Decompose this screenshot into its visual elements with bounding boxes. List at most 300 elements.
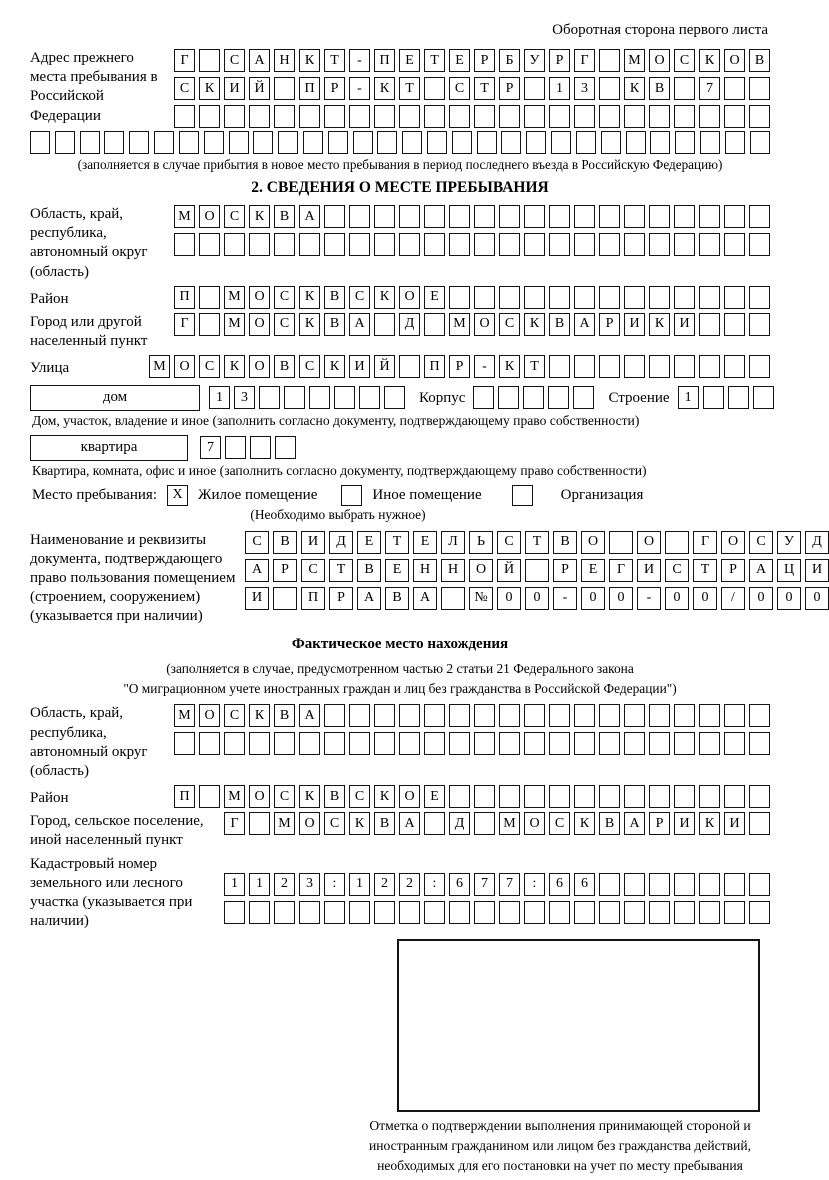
actual-region-row-1	[174, 704, 770, 727]
char-box: О	[524, 812, 545, 835]
char-box: 3	[299, 873, 320, 896]
char-box: Д	[399, 313, 420, 336]
char-box: Д	[805, 531, 829, 554]
char-box: В	[553, 531, 577, 554]
char-box: С	[245, 531, 269, 554]
char-box	[374, 901, 395, 924]
stroenie-label: Строение	[608, 389, 670, 406]
char-box	[309, 386, 330, 409]
char-box: 7	[474, 873, 495, 896]
char-box: В	[749, 49, 770, 72]
char-box	[749, 205, 770, 228]
char-box: П	[174, 785, 195, 808]
prev-address-label: Адрес прежнего места пребывания в Российской Федерации	[30, 50, 158, 124]
char-box	[549, 233, 570, 256]
char-box	[549, 785, 570, 808]
char-box	[601, 131, 621, 154]
stay-type-label: Место пребывания:	[32, 486, 157, 503]
char-box	[274, 732, 295, 755]
char-box: К	[499, 355, 520, 378]
char-box	[449, 901, 470, 924]
char-box	[674, 105, 695, 128]
char-box: И	[805, 559, 829, 582]
char-box: 1	[349, 873, 370, 896]
char-box: С	[349, 286, 370, 309]
street-label: Улица	[30, 360, 70, 377]
char-box: И	[674, 812, 695, 835]
char-box	[699, 785, 720, 808]
char-box	[650, 131, 670, 154]
option-other-premises-label: Иное помещение	[372, 486, 482, 503]
char-box	[284, 386, 305, 409]
char-box	[424, 205, 445, 228]
char-box	[427, 131, 447, 154]
char-box: Д	[449, 812, 470, 835]
char-box: Р	[721, 559, 745, 582]
char-box	[724, 901, 745, 924]
char-box	[204, 131, 224, 154]
char-box: В	[599, 812, 620, 835]
char-box	[501, 131, 521, 154]
char-box: И	[349, 355, 370, 378]
char-box	[249, 901, 270, 924]
char-box: К	[624, 77, 645, 100]
char-box	[574, 732, 595, 755]
char-box	[55, 131, 75, 154]
district-row	[174, 286, 770, 309]
char-box	[274, 901, 295, 924]
char-box	[649, 732, 670, 755]
char-box: Е	[385, 559, 409, 582]
char-box	[80, 131, 100, 154]
char-box: -	[349, 77, 370, 100]
char-box	[449, 785, 470, 808]
char-box	[574, 233, 595, 256]
char-box: М	[224, 313, 245, 336]
char-box	[574, 355, 595, 378]
char-box: А	[299, 704, 320, 727]
char-box: К	[699, 49, 720, 72]
char-box: Н	[413, 559, 437, 582]
char-box: О	[199, 704, 220, 727]
char-box	[624, 704, 645, 727]
char-box	[499, 205, 520, 228]
char-box: Й	[374, 355, 395, 378]
char-box: 1	[549, 77, 570, 100]
char-box	[699, 105, 720, 128]
char-box	[199, 286, 220, 309]
char-box: А	[749, 559, 773, 582]
prev-address-rows	[174, 49, 770, 128]
char-box	[498, 386, 519, 409]
char-box	[399, 732, 420, 755]
apartment-row	[30, 435, 770, 461]
char-box: -	[637, 587, 661, 610]
region-block	[30, 205, 770, 282]
char-box: Ц	[777, 559, 801, 582]
char-box	[174, 105, 195, 128]
char-box: П	[174, 286, 195, 309]
char-box: Р	[449, 355, 470, 378]
char-box: И	[674, 313, 695, 336]
char-box	[449, 105, 470, 128]
document-label: Наименование и реквизиты документа, подтверждающего право пользования помещением (строением, сооружением) (указывается при наличии)	[30, 531, 236, 625]
char-box: -	[349, 49, 370, 72]
char-box: К	[574, 812, 595, 835]
char-box	[449, 286, 470, 309]
char-box: -	[553, 587, 577, 610]
char-box: Н	[441, 559, 465, 582]
char-box: К	[649, 313, 670, 336]
char-box	[574, 286, 595, 309]
char-box	[374, 704, 395, 727]
actual-district-row	[174, 785, 770, 808]
checkbox-residential: X	[167, 485, 188, 506]
house-row	[30, 385, 770, 411]
char-box: С	[224, 704, 245, 727]
char-box: Е	[399, 49, 420, 72]
checkbox-other-premises	[341, 485, 362, 506]
char-box: И	[245, 587, 269, 610]
char-box	[399, 704, 420, 727]
char-box: В	[274, 205, 295, 228]
char-box: Е	[424, 785, 445, 808]
char-box	[474, 233, 495, 256]
char-box: Й	[497, 559, 521, 582]
document-rows	[245, 531, 829, 610]
actual-location-note-line2: "О миграционном учете иностранных граждан и лиц без гражданства в Российской Федерации")	[123, 680, 677, 696]
char-box	[334, 386, 355, 409]
char-box	[324, 704, 345, 727]
char-box	[665, 531, 689, 554]
char-box	[749, 901, 770, 924]
char-box: О	[724, 49, 745, 72]
char-box: С	[749, 531, 773, 554]
char-box	[624, 732, 645, 755]
char-box: К	[374, 785, 395, 808]
char-box: Т	[385, 531, 409, 554]
char-box: С	[324, 812, 345, 835]
actual-location-title: Фактическое место нахождения	[291, 636, 509, 653]
char-box	[573, 386, 594, 409]
street-row	[149, 355, 770, 378]
char-box	[474, 704, 495, 727]
cadastral-block	[30, 855, 770, 932]
char-box	[249, 732, 270, 755]
city-label: Город или другой населенный пункт	[30, 313, 148, 350]
char-box: О	[721, 531, 745, 554]
char-box	[699, 355, 720, 378]
char-box: 2	[374, 873, 395, 896]
char-box	[199, 313, 220, 336]
char-box: К	[374, 286, 395, 309]
prev-address-row-3	[174, 105, 770, 128]
char-box	[402, 131, 422, 154]
char-box	[524, 286, 545, 309]
char-box	[499, 233, 520, 256]
char-box: Г	[574, 49, 595, 72]
actual-city-block	[30, 812, 770, 850]
region-row-2	[174, 233, 770, 256]
char-box: О	[474, 313, 495, 336]
char-box	[474, 901, 495, 924]
char-box: Г	[609, 559, 633, 582]
house-name-box: дом	[30, 385, 200, 411]
char-box: Р	[549, 49, 570, 72]
char-box	[324, 233, 345, 256]
char-box	[477, 131, 497, 154]
char-box	[374, 205, 395, 228]
char-box	[199, 233, 220, 256]
char-box	[303, 131, 323, 154]
char-box: :	[524, 873, 545, 896]
char-box: Р	[474, 49, 495, 72]
char-box	[474, 812, 495, 835]
char-box	[749, 785, 770, 808]
char-box	[549, 286, 570, 309]
char-box	[525, 559, 549, 582]
char-box: 6	[549, 873, 570, 896]
char-box: А	[299, 205, 320, 228]
actual-location-note-line1: (заполняется в случае, предусмотренном частью 2 статьи 21 Федерального закона	[166, 661, 634, 677]
house-cells	[209, 386, 405, 409]
char-box	[324, 732, 345, 755]
district-block	[30, 286, 770, 309]
char-box: С	[224, 205, 245, 228]
char-box	[649, 205, 670, 228]
char-box	[179, 131, 199, 154]
apartment-cells	[200, 436, 296, 459]
char-box: О	[249, 313, 270, 336]
region-label: Область, край, республика, автономный округ (область)	[30, 206, 148, 280]
char-box	[474, 785, 495, 808]
char-box: Е	[413, 531, 437, 554]
char-box	[674, 901, 695, 924]
char-box	[324, 205, 345, 228]
char-box: 0	[693, 587, 717, 610]
char-box: Р	[329, 587, 353, 610]
char-box	[574, 704, 595, 727]
actual-district-label: Район	[30, 790, 69, 807]
char-box	[224, 732, 245, 755]
actual-district-block	[30, 785, 770, 808]
char-box	[524, 77, 545, 100]
actual-city-row	[224, 812, 770, 835]
char-box: 7	[200, 436, 221, 459]
char-box: Л	[441, 531, 465, 554]
char-box	[349, 205, 370, 228]
house-caption: Дом, участок, владение и иное (заполнить согласно документу, подтверждающему право собственности)	[32, 412, 640, 428]
char-box: К	[199, 77, 220, 100]
char-box	[599, 873, 620, 896]
option-residential-label: Жилое помещение	[198, 486, 318, 503]
char-box	[299, 901, 320, 924]
actual-region-rows	[174, 704, 770, 755]
char-box	[199, 49, 220, 72]
actual-city-label: Город, сельское поселение, иной населенный пункт	[30, 813, 204, 849]
char-box: Е	[449, 49, 470, 72]
char-box: М	[174, 205, 195, 228]
char-box	[624, 355, 645, 378]
char-box	[224, 233, 245, 256]
char-box	[599, 355, 620, 378]
char-box	[229, 131, 249, 154]
char-box	[549, 205, 570, 228]
char-box	[449, 205, 470, 228]
char-box	[599, 785, 620, 808]
char-box	[349, 233, 370, 256]
char-box	[749, 732, 770, 755]
char-box	[724, 205, 745, 228]
char-box	[609, 531, 633, 554]
cadastral-label: Кадастровый номер земельного или лесного участка (указывается при наличии)	[30, 855, 193, 930]
char-box	[274, 105, 295, 128]
char-box	[452, 131, 472, 154]
char-box: 3	[234, 386, 255, 409]
char-box: 0	[805, 587, 829, 610]
char-box	[399, 355, 420, 378]
char-box	[30, 131, 50, 154]
char-box	[374, 105, 395, 128]
char-box: Т	[329, 559, 353, 582]
char-box	[399, 233, 420, 256]
char-box	[324, 105, 345, 128]
char-box	[699, 901, 720, 924]
char-box	[349, 105, 370, 128]
char-box: К	[249, 704, 270, 727]
char-box: О	[174, 355, 195, 378]
page-header-note: Оборотная сторона первого листа	[552, 22, 768, 38]
char-box	[551, 131, 571, 154]
char-box: Г	[174, 49, 195, 72]
char-box	[624, 233, 645, 256]
char-box	[724, 313, 745, 336]
char-box	[499, 732, 520, 755]
char-box	[599, 49, 620, 72]
char-box: С	[349, 785, 370, 808]
char-box	[649, 785, 670, 808]
char-box	[649, 704, 670, 727]
char-box: М	[224, 785, 245, 808]
stamp-box	[397, 939, 760, 1112]
char-box: В	[357, 559, 381, 582]
char-box	[524, 205, 545, 228]
char-box	[649, 873, 670, 896]
char-box: О	[299, 812, 320, 835]
char-box: Р	[273, 559, 297, 582]
char-box	[549, 732, 570, 755]
char-box	[624, 873, 645, 896]
char-box	[474, 105, 495, 128]
char-box: С	[274, 785, 295, 808]
char-box: 3	[574, 77, 595, 100]
char-box	[449, 704, 470, 727]
char-box	[574, 105, 595, 128]
char-box: М	[149, 355, 170, 378]
char-box	[154, 131, 174, 154]
char-box	[299, 233, 320, 256]
char-box	[473, 386, 494, 409]
char-box	[259, 386, 280, 409]
char-box: О	[399, 785, 420, 808]
char-box: С	[299, 355, 320, 378]
char-box: Й	[249, 77, 270, 100]
char-box: Р	[553, 559, 577, 582]
char-box: В	[324, 313, 345, 336]
char-box: -	[474, 355, 495, 378]
actual-region-label: Область, край, республика, автономный округ (область)	[30, 705, 148, 779]
char-box: Н	[274, 49, 295, 72]
char-box: Т	[474, 77, 495, 100]
char-box	[249, 812, 270, 835]
char-box: В	[273, 531, 297, 554]
char-box	[349, 901, 370, 924]
char-box	[524, 901, 545, 924]
char-box: Р	[324, 77, 345, 100]
region-rows	[174, 205, 770, 256]
apartment-caption: Квартира, комната, офис и иное (заполнить согласно документу, подтверждающему право собственности)	[32, 462, 647, 478]
char-box: К	[249, 205, 270, 228]
char-box	[499, 286, 520, 309]
char-box	[377, 131, 397, 154]
char-box: В	[274, 355, 295, 378]
char-box: В	[549, 313, 570, 336]
char-box: В	[324, 286, 345, 309]
char-box: 2	[399, 873, 420, 896]
document-block	[30, 531, 823, 627]
char-box	[449, 732, 470, 755]
char-box	[199, 732, 220, 755]
char-box	[703, 386, 724, 409]
char-box	[353, 131, 373, 154]
document-row-2	[245, 559, 829, 582]
char-box: О	[199, 205, 220, 228]
char-box: О	[399, 286, 420, 309]
char-box: 1	[224, 873, 245, 896]
char-box: 0	[581, 587, 605, 610]
char-box	[749, 286, 770, 309]
char-box: С	[274, 313, 295, 336]
char-box	[424, 901, 445, 924]
char-box: И	[637, 559, 661, 582]
char-box	[674, 77, 695, 100]
char-box	[674, 355, 695, 378]
prev-address-block	[30, 49, 770, 128]
char-box	[725, 131, 745, 154]
char-box	[700, 131, 720, 154]
stamp-caption: Отметка о подтверждении выполнения принимающей стороной и иностранным гражданином или лицом без гражданства действий, необходимых для его постановки на учет по месту пребывания	[369, 1118, 751, 1173]
region-row-1	[174, 205, 770, 228]
char-box	[724, 286, 745, 309]
char-box	[104, 131, 124, 154]
char-box: А	[624, 812, 645, 835]
char-box	[349, 704, 370, 727]
char-box	[224, 105, 245, 128]
char-box: :	[324, 873, 345, 896]
char-box	[278, 131, 298, 154]
char-box: В	[649, 77, 670, 100]
char-box	[749, 313, 770, 336]
char-box	[753, 386, 774, 409]
char-box	[674, 785, 695, 808]
korpus-label: Корпус	[419, 389, 466, 406]
prev-address-row-1	[174, 49, 770, 72]
actual-region-block	[30, 704, 770, 781]
char-box: 0	[749, 587, 773, 610]
char-box	[424, 704, 445, 727]
char-box	[524, 785, 545, 808]
char-box: О	[469, 559, 493, 582]
